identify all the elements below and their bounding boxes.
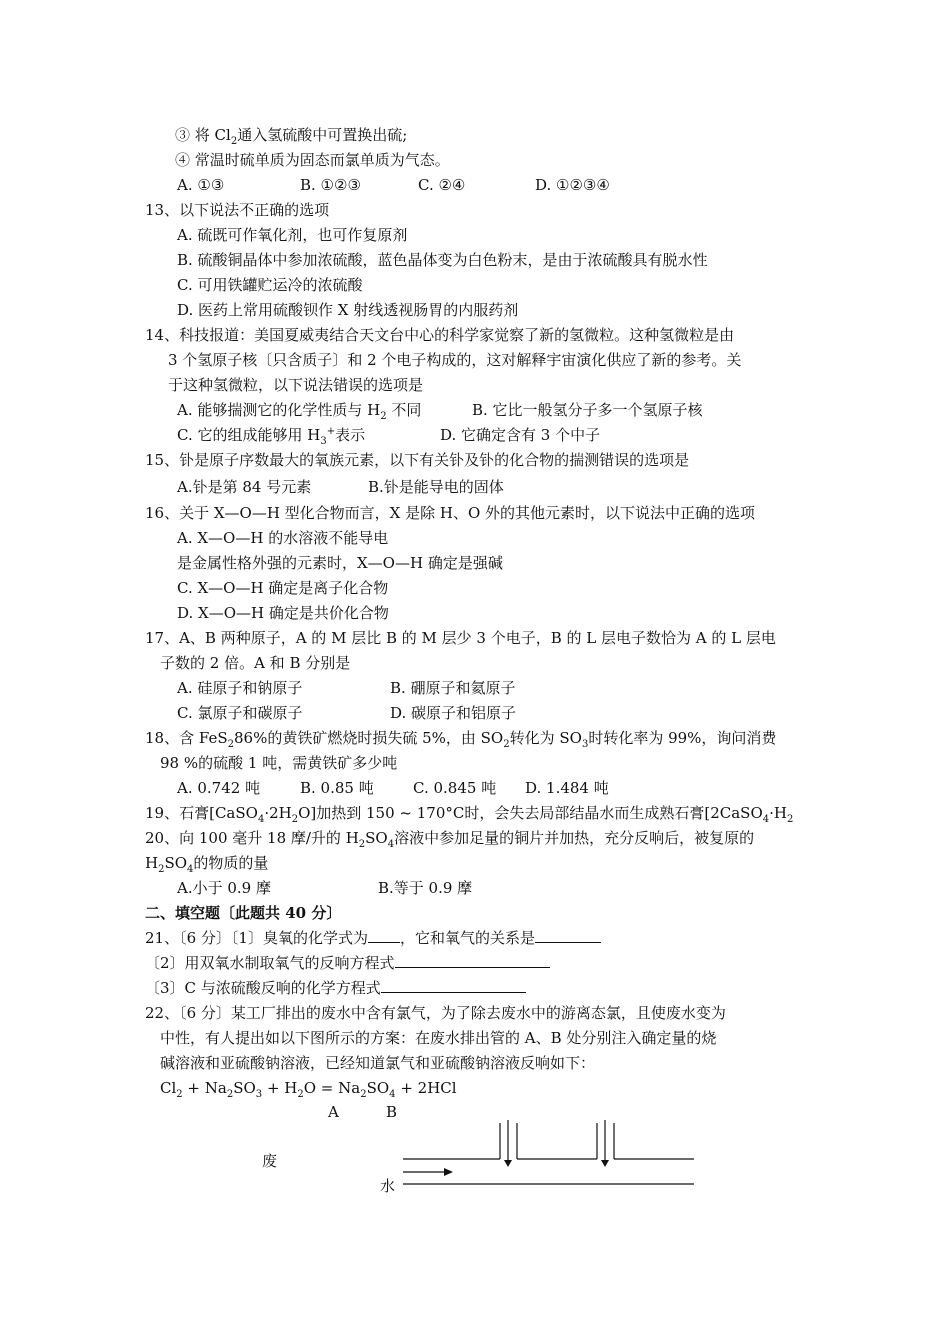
q12-option-a: A. ①③	[177, 176, 225, 194]
q13-option-a: A. 硫既可作氧化剂，也可作复原剂	[177, 226, 408, 244]
q16-option-b: 是金属性格外强的元素时，X—O—H 确定是强碱	[177, 554, 503, 572]
q18-stem-1: 18、含 FeS$_2$86%的黄铁矿燃烧时损失硫 5%，由 $SO_2$转化为 $SO_3$时转化率为 99%，询问消费	[145, 729, 777, 750]
q16-option-d: D. X—O—H 确定是共价化合物	[177, 604, 389, 622]
q17-option-d: D. 碳原子和铝原子	[390, 704, 517, 722]
q18-option-b: B. 0.85 吨	[300, 779, 374, 797]
q12-line3: ③ 将 $Cl_2$通入氢硫酸中可置换出硫;	[175, 126, 408, 147]
q14-option-a: A. 能够揣测它的化学性质与 $H_2$ 不同	[177, 401, 422, 422]
q17-stem-1: 17、A、B 两种原子，A 的 M 层比 B 的 M 层少 3 个电子，B 的 L 层电子数恰为 A 的 L 层电	[145, 629, 776, 647]
q13-option-c: C. 可用铁罐贮运冷的浓硫酸	[177, 276, 363, 294]
q22-stem-3: 碱溶液和亚硫酸钠溶液，已经知道氯气和亚硫酸钠溶液反响如下：	[160, 1054, 596, 1072]
diagram-label-waste: 废	[262, 1152, 278, 1170]
diagram-label-a: A	[328, 1103, 339, 1121]
q15-option-a: A.钋是第 84 号元素	[177, 478, 312, 496]
q18-option-a: A. 0.742 吨	[177, 779, 261, 797]
q22-stem-2: 中性，有人提出如以下图所示的方案：在废水排出管的 A、B 处分别注入确定量的烧	[160, 1029, 717, 1047]
diagram-label-b: B	[386, 1103, 398, 1121]
q17-option-c: C. 氯原子和碳原子	[177, 704, 303, 722]
flow-arrowhead	[444, 1168, 453, 1176]
q15-option-b: B.钋是能导电的固体	[368, 478, 504, 496]
q14-stem-2: 3 个氢原子核〔只含质子〕和 2 个电子构成的，这对解释宇宙演化供应了新的参考。关	[168, 351, 742, 369]
q20-option-a: A.小于 0.9 摩	[177, 879, 271, 897]
q13-option-b: B. 硫酸铜晶体中参加浓硫酸，蓝色晶体变为白色粉末，是由于浓硫酸具有脱水性	[177, 251, 708, 269]
q17-option-b: B. 硼原子和氦原子	[390, 679, 516, 697]
q14-option-d: D. 它确定含有 3 个中子	[440, 426, 601, 444]
q13-stem: 13、以下说法不正确的选项	[145, 201, 330, 219]
q20-option-b: B.等于 0.9 摩	[378, 879, 473, 897]
q22-equation: $Cl_2 + Na_2SO_3 + H_2O = Na_2SO_4 + 2HCl$	[160, 1079, 457, 1100]
q18-option-c: C. 0.845 吨	[413, 779, 497, 797]
injection-a-arrowhead	[504, 1160, 512, 1167]
q18-option-d: D. 1.484 吨	[525, 779, 609, 797]
q21-line-1: 21、〔6 分〕〔1〕臭氧的化学式为 ，它和氧气的关系是	[145, 928, 601, 948]
q13-option-d: D. 医药上常用硫酸钡作 X 射线透视肠胃的内服药剂	[177, 301, 519, 319]
q14-option-b: B. 它比一般氢分子多一个氢原子核	[472, 401, 703, 419]
q21-line-3: 〔3〕C 与浓硫酸反响的化学方程式	[145, 978, 526, 998]
q22-stem-1: 22、〔6 分〕某工厂排出的废水中含有氯气，为了除去废水中的游离态氯，且使废水变为	[145, 1004, 726, 1022]
q20-stem-1: 20、向 100 毫升 18 摩/升的 $H_2SO_4$溶液中参加足量的铜片并加热，充分反响后，被复原的	[145, 829, 755, 850]
section-2-heading: 二、填空题〔此题共 40 分〕	[145, 904, 342, 922]
q12-option-c: C. ②④	[418, 176, 466, 194]
q19-stem: 19、石膏$[CaSO_4\cdot 2H_2O]$加热到 150 ~ 170°C时，会失去局部结晶水而生成熟石膏[$2CaSO_4\cdot H_2$	[145, 804, 794, 825]
q12-option-d: D. ①②③④	[535, 176, 610, 194]
q15-stem: 15、钋是原子序数最大的氧族元素，以下有关钋及钋的化合物的揣测错误的选项是	[145, 451, 690, 469]
q20-stem-2: $H_2SO_4$的物质的量	[145, 854, 269, 875]
diagram-label-water: 水	[380, 1177, 396, 1195]
q21-line-2: 〔2〕用双氧水制取氧气的反响方程式	[145, 953, 550, 973]
q18-stem-2: 98 %的硫酸 1 吨，需黄铁矿多少吨	[160, 754, 398, 772]
q12-option-b: B. ①②③	[300, 176, 361, 194]
q16-stem: 16、关于 X—O—H 型化合物而言，X 是除 H、O 外的其他元素时，以下说法中正确的选项	[145, 504, 756, 522]
q14-stem-3: 于这种氢微粒，以下说法错误的选项是	[168, 376, 424, 394]
q12-line4: ④ 常温时硫单质为固态而氯单质为气态。	[175, 151, 450, 169]
q14-stem-1: 14、科技报道：美国夏威夷结合天文台中心的科学家觉察了新的氢微粒。这种氢微粒是由	[145, 326, 735, 344]
q17-stem-2: 子数的 2 倍。A 和 B 分别是	[160, 654, 351, 672]
q16-option-a: A. X—O—H 的水溶液不能导电	[177, 529, 389, 547]
q17-option-a: A. 硅原子和钠原子	[177, 679, 303, 697]
q14-option-c: C. 它的组成能够用 $H_3^+$表示	[177, 426, 366, 447]
q16-option-c: C. X—O—H 确定是离子化合物	[177, 579, 389, 597]
injection-b-arrowhead	[601, 1160, 609, 1167]
